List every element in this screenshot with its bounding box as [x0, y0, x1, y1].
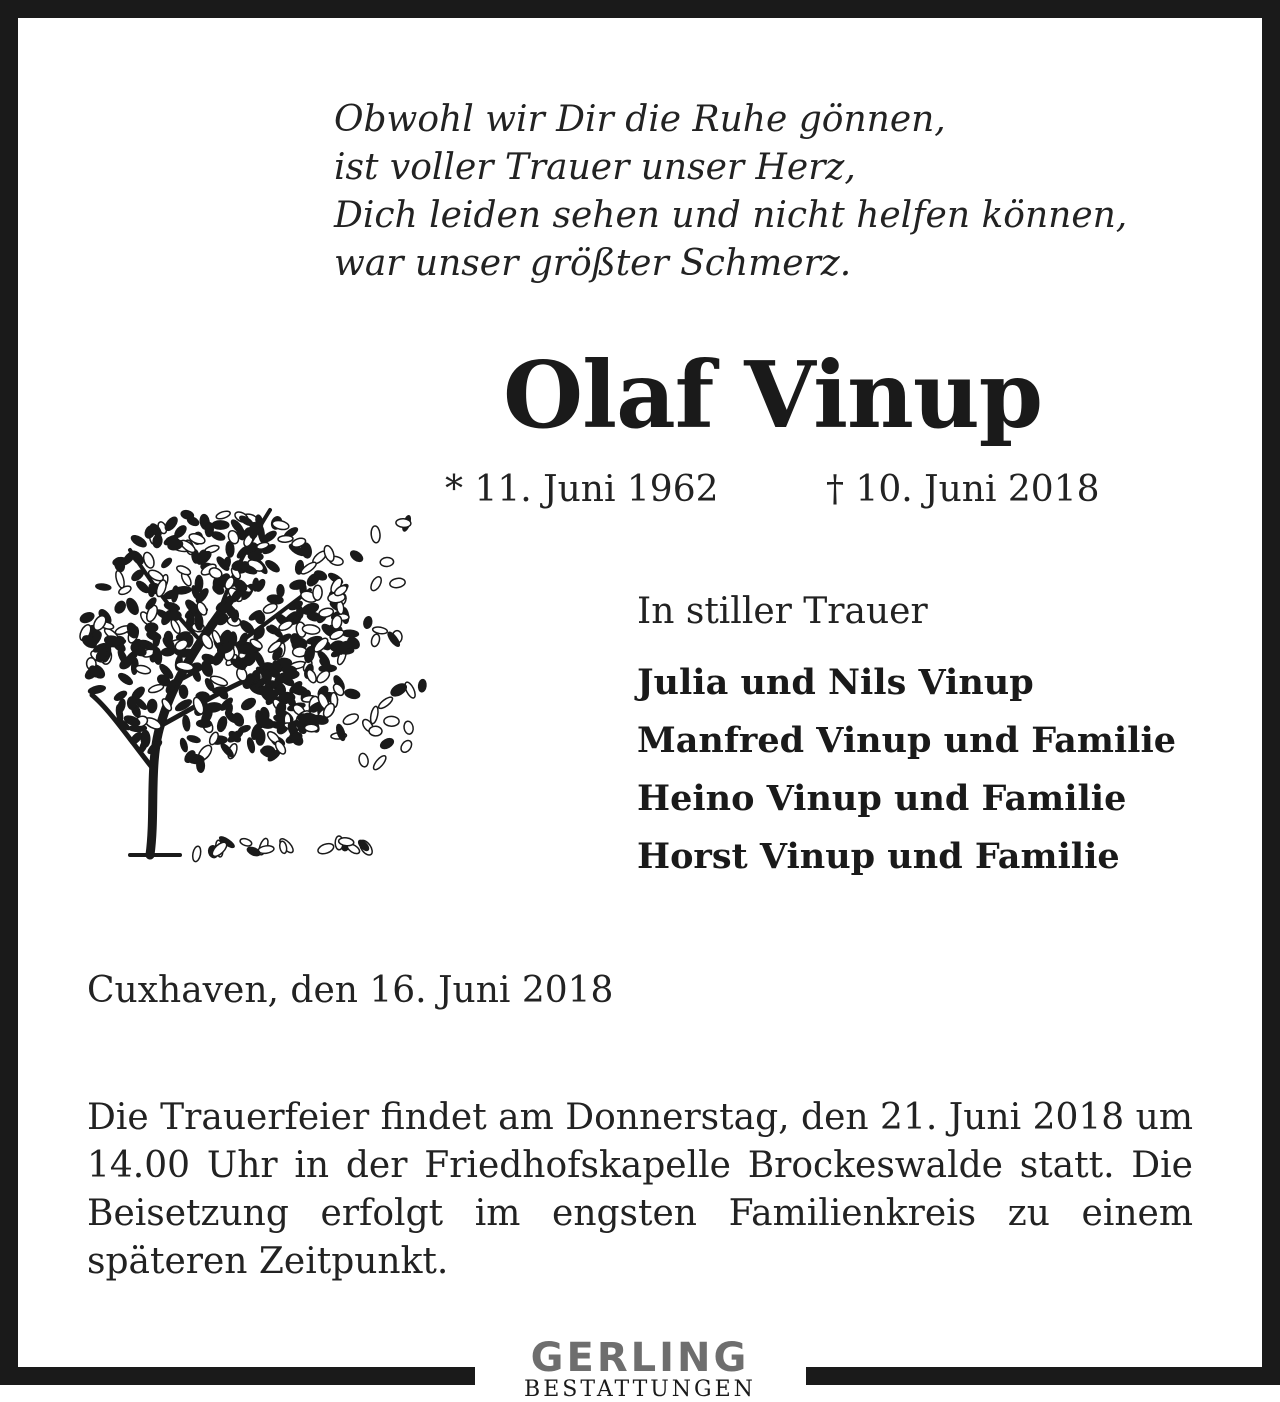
mourner-name: Horst Vinup und Familie	[637, 836, 1120, 877]
logo-sub: BESTATTUNGEN	[524, 1377, 756, 1402]
mourner-name: Manfred Vinup und Familie	[637, 720, 1177, 761]
mourner-name: Julia und Nils Vinup	[637, 662, 1034, 703]
place-date: Cuxhaven, den 16. Juni 2018	[87, 970, 614, 1011]
border-left	[0, 0, 18, 1385]
funeral-notice: Die Trauerfeier findet am Donnerstag, den 21. Juni 2018 um 14.00 Uhr in der Friedhofskapelle Brockeswalde statt. Die Beisetzung erfolgt im engsten Familienkreis zu einem späteren Zeitpunkt.	[87, 1097, 1193, 1282]
poem-line: ist voller Trauer unser Herz,	[334, 147, 856, 188]
border-right	[1262, 0, 1280, 1385]
poem	[334, 96, 1127, 288]
tree-icon	[70, 470, 440, 870]
poem-line: Obwohl wir Dir die Ruhe gönnen,	[334, 99, 946, 140]
funeral-home-logo	[485, 1335, 795, 1402]
poem-line: war unser größter Schmerz.	[334, 243, 852, 284]
border-bottom-right	[806, 1367, 1280, 1385]
poem-line: Dich leiden sehen und nicht helfen können,	[334, 195, 1128, 236]
border-top	[0, 0, 1280, 18]
birth-date: * 11. Juni 1962	[445, 469, 719, 510]
death-date: † 10. Juni 2018	[826, 469, 1100, 510]
border-bottom-left	[0, 1367, 475, 1385]
mourners-list	[637, 654, 1176, 886]
logo-main: GERLING	[530, 1335, 750, 1381]
mourner-name: Heino Vinup und Familie	[637, 778, 1127, 819]
mourning-intro: In stiller Trauer	[637, 591, 928, 632]
deceased-name: Olaf Vinup	[503, 341, 1043, 449]
